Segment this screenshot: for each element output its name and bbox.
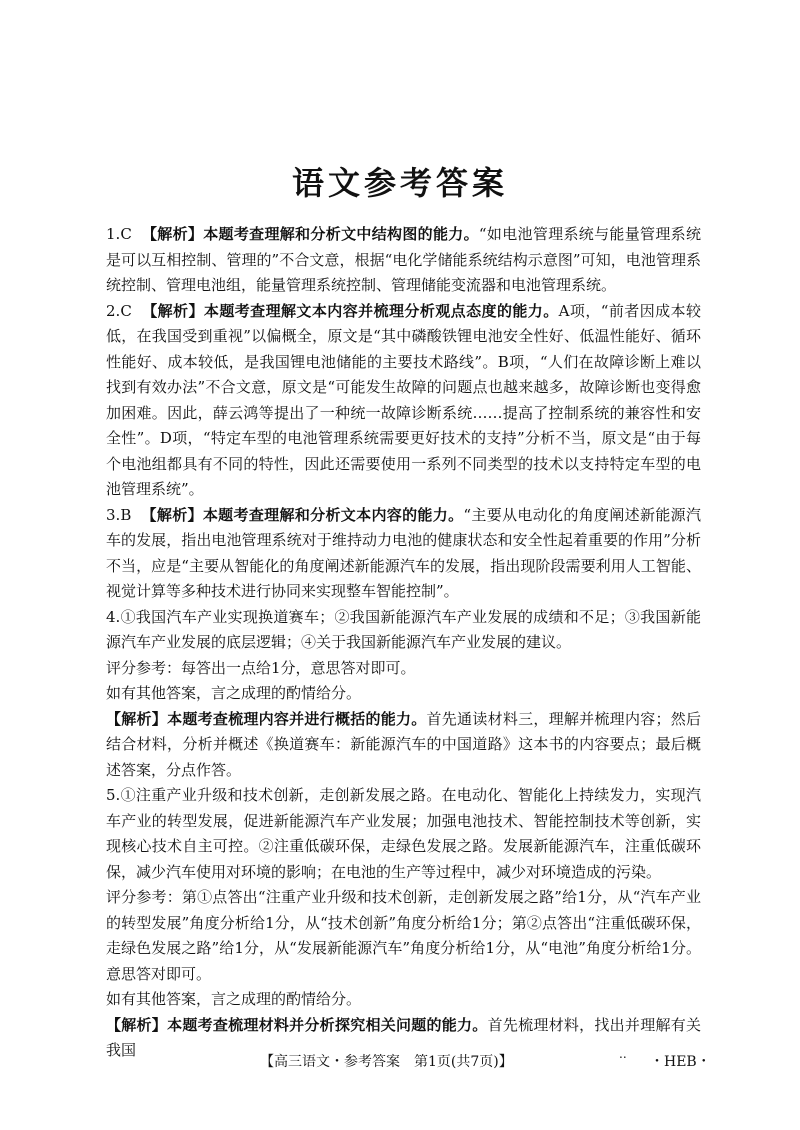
analysis-tag: 【解析】	[141, 505, 203, 524]
question-number: 3.	[106, 505, 121, 524]
answer-paragraph	[106, 299, 701, 503]
analysis-text: “主要从电动化的角度阐述新能源汽车的发展，指出电池管理系统对于维持动力电池的健康状态和安全性起着重要的作用”分析不当，应是“主要从智能化的角度阐述新能源汽车的发展，指出现阶段需要利用人工智能、视觉计算等多种技术进行协同来实现整车智能控制”。	[106, 505, 701, 600]
question-number: 4.	[106, 607, 121, 626]
answer-paragraph	[106, 222, 701, 299]
other-answers-note: 如有其他答案，言之成理的酌情给分。	[106, 684, 362, 702]
answer-choice: C	[120, 301, 132, 320]
footer-page-info: 【高三语文・参考答案 第1页(共7页)】	[260, 1054, 513, 1070]
answer-text: ①我国汽车产业实现换道赛车；②我国新能源汽车产业发展的成绩和不足；③我国新能源汽车产业发展的底层逻辑；④关于我国新能源汽车产业发展的建议。	[106, 607, 701, 651]
page-footer	[0, 1047, 800, 1071]
footer-code: ・HEB・	[650, 1054, 711, 1070]
analysis-text: 首先梳理材料，找出并理解有关我国	[106, 1015, 701, 1059]
analysis-lead: 本题考查梳理材料并分析探究相关问题的能力。	[167, 1015, 488, 1034]
analysis-tag: 【解析】	[141, 225, 204, 243]
analysis-paragraph	[106, 707, 701, 784]
analysis-lead: 本题考查理解和分析文本内容的能力。	[202, 505, 464, 524]
question-number: 5.	[106, 786, 121, 804]
answer-text: ①注重产业升级和技术创新，走创新发展之路。在电动化、智能化上持续发力，实现汽车产业的转型发展，促进新能源汽车产业发展；加强电池技术、智能控制技术等创新，实现核心技术自主可控。②注重低碳环保，走绿色发展之路。发展新能源汽车，注重低碳环保，减少汽车使用对环境的影响；在电池的生产等过程中，减少对环境造成的污染。	[106, 786, 701, 881]
other-answers-note: 如有其他答案，言之成理的酌情给分。	[106, 990, 362, 1008]
analysis-tag: 【解析】	[142, 301, 204, 320]
analysis-lead: 本题考查理解文本内容并梳理分析观点态度的能力。	[203, 301, 559, 320]
page-title: 语文参考答案	[291, 164, 508, 202]
question-number: 2.	[106, 301, 121, 320]
answer-paragraph	[106, 605, 701, 656]
answer-choice: C	[120, 225, 132, 243]
question-number: 1.	[106, 225, 121, 243]
answer-item-1	[106, 222, 701, 299]
scoring-reference: 评分参考：第①点答出“注重产业升级和技术创新，走创新发展之路”给1分，从“汽车产业的转型发展”角度分析给1分，从“技术创新”角度分析给1分；第②点答出“注重低碳环保，走绿色发展之路”给1分，从“发展新能源汽车”角度分析给1分，从“电池”角度分析给1分。意思答对即可。	[106, 888, 701, 983]
answer-paragraph	[106, 503, 701, 605]
answer-item-5	[106, 783, 701, 1064]
answer-item-3	[106, 503, 701, 605]
analysis-tag: 【解析】	[106, 1015, 168, 1034]
answer-paragraph	[106, 783, 701, 885]
analysis-lead: 本题考查梳理内容并进行概括的能力。	[167, 709, 427, 728]
answer-item-2	[106, 299, 701, 503]
scoring-reference: 评分参考：每答出一点给1分，意思答对即可。	[106, 658, 416, 677]
analysis-text: 首先通读材料三，理解并梳理内容；然后结合材料，分析并概述《换道赛车：新能源汽车的中国道路》这本书的内容要点；最后概述答案，分点作答。	[106, 709, 701, 779]
answer-item-4	[106, 605, 701, 784]
answer-choice: B	[120, 505, 132, 524]
analysis-lead: 本题考查理解和分析文中结构图的能力。	[203, 225, 479, 243]
footer-dots: ..	[619, 1047, 627, 1061]
analysis-tag: 【解析】	[106, 709, 168, 728]
analysis-text: “如电池管理系统与能量管理系统是可以互相控制、管理的”不合文意，根据“电化学储能系统结构示意图”可知，电池管理系统控制、管理电池组，能量管理系统控制、管理储能变流器和电池管理系统。	[106, 225, 701, 294]
analysis-text: A项，“前者因成本较低，在我国受到重视”以偏概全，原文是“其中磷酸铁锂电池安全性好、低温性能好、循环性能好、成本较低，是我国锂电池储能的主要技术路线”。B项，“人们在故障诊断上难以找到有效办法”不合文意，原文是“可能发生故障的问题点也越来越多，故障诊断也变得愈加困难。因此，薛云鸿等提出了一种统一故障诊断系统……提高了控制系统的兼容性和安全性”。D项，“特定车型的电池管理系统需要更好技术的支持”分析不当，原文是“由于每个电池组都具有不同的特性，因此还需要使用一系列不同类型的技术以支持特定车型的电池管理系统”。	[106, 301, 701, 498]
answer-content	[106, 222, 701, 1064]
